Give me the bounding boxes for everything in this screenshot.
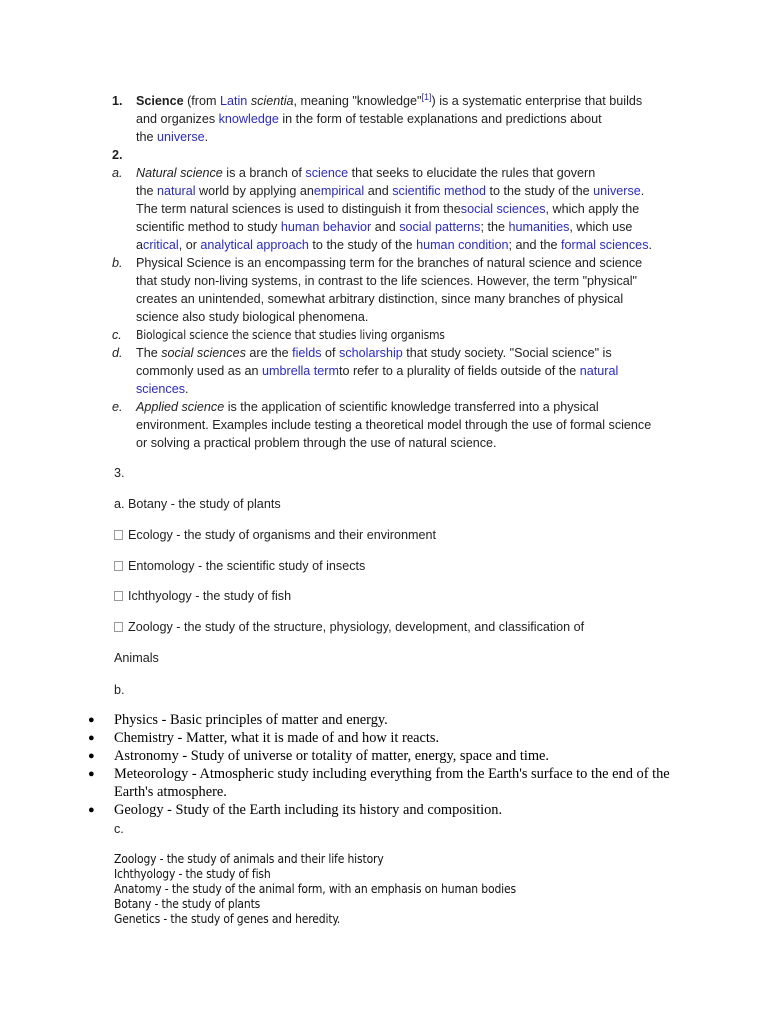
text-run: Biological science the science that studies living organisms — [136, 328, 445, 342]
hyperlink[interactable]: science — [305, 166, 349, 180]
hyperlink[interactable]: Latin — [220, 94, 248, 108]
life-sciences-list — [114, 852, 516, 927]
section-2-item — [112, 326, 692, 344]
text-run: (from — [183, 94, 220, 108]
boxed-item-ichthyology: Ichthyology - the study of fish — [114, 587, 291, 605]
item-2 — [112, 146, 692, 164]
list-item: Anatomy - the study of the animal form, with an emphasis on human bodies — [114, 882, 516, 896]
hyperlink[interactable]: formal sciences — [561, 238, 649, 252]
item-1-text — [136, 92, 642, 146]
item-text — [136, 326, 445, 344]
hyperlink[interactable]: natural — [157, 184, 196, 198]
text-run: creates an unintended, somewhat arbitrary distinction, since many branches of physical — [136, 292, 624, 306]
list-item: ● Astronomy - Study of universe or totality of matter, energy, space and time. — [88, 748, 550, 764]
list-item: ● Chemistry - Matter, what it is made of and how it reacts. — [88, 730, 440, 746]
text-run: scientific method to study — [136, 220, 281, 234]
text-run: and — [371, 220, 400, 234]
text-run: social sciences — [161, 346, 246, 360]
hyperlink[interactable]: social sciences — [460, 202, 546, 216]
section-2-item — [112, 254, 692, 326]
item-letter: e. — [112, 400, 123, 414]
section-2-item — [112, 398, 692, 452]
text-run: a — [136, 238, 144, 252]
text-run: and — [364, 184, 393, 198]
text-run: Applied science — [136, 400, 225, 414]
text-run: and organizes — [136, 112, 219, 126]
hyperlink[interactable]: sciences — [136, 382, 185, 396]
boxed-item-entomology: Entomology - the scientific study of insects — [114, 557, 365, 575]
text-run: . — [640, 184, 645, 198]
list-item: ● Physics - Basic principles of matter and energy. — [88, 712, 388, 728]
text-run: science also study biological phenomena. — [136, 310, 369, 324]
hyperlink[interactable]: [1] — [421, 92, 432, 102]
item-letter: b. — [112, 256, 123, 270]
text-run: is the application of scientific knowledge transferred into a physical — [224, 400, 599, 414]
text-run: ; the — [480, 220, 509, 234]
bullet-icon: ● — [88, 804, 95, 816]
item-text — [136, 164, 652, 254]
hyperlink[interactable]: umbrella term — [262, 364, 339, 378]
text-run: to the study of the — [308, 238, 417, 252]
hyperlink[interactable]: scholarship — [339, 346, 403, 360]
list-item: ● Geology - Study of the Earth including its history and composition. — [88, 802, 503, 818]
item-text — [136, 344, 618, 398]
item-1-number: 1. — [112, 94, 123, 108]
boxed-item-zoology: Zoology - the study of the structure, physiology, development, and classification of — [114, 618, 584, 636]
text-run: Natural science — [136, 166, 223, 180]
text-run: is a branch of — [222, 166, 306, 180]
text-run: Physical Science is an encompassing term for the branches of natural science and science — [136, 256, 643, 270]
list-item: ● Meteorology - Atmospheric study including everything from the Earth's surface to the end of the Earth's atmosphere. — [88, 766, 670, 800]
hyperlink[interactable]: human behavior — [280, 220, 372, 234]
section-3-heading: 3. — [114, 466, 125, 480]
text-run: in the form of testable explanations and predictions about — [278, 112, 602, 126]
text-run: commonly used as an — [136, 364, 262, 378]
text-run: are the — [245, 346, 293, 360]
part-c-label: c. — [114, 822, 124, 836]
checkbox-placeholder-icon — [114, 622, 123, 632]
item-1 — [112, 92, 692, 146]
bullet-icon: ● — [88, 732, 95, 744]
text-run: that seeks to elucidate the rules that govern — [348, 166, 596, 180]
text-run: or solving a practical problem through the use of natural science. — [136, 436, 497, 450]
hyperlink[interactable]: empirical — [313, 184, 365, 198]
item-2-number: 2. — [112, 148, 123, 162]
list-item: Ichthyology - the study of fish — [114, 867, 271, 881]
text-run: ; and the — [508, 238, 561, 252]
item-letter: a. — [112, 166, 123, 180]
section-2-list — [112, 164, 692, 452]
list-item: Zoology - the study of animals and their life history — [114, 852, 384, 866]
hyperlink[interactable]: social patterns — [399, 220, 481, 234]
hyperlink[interactable]: human condition — [416, 238, 509, 252]
checkbox-placeholder-icon — [114, 530, 123, 540]
bullet-icon: ● — [88, 750, 95, 762]
botany-line: a. Botany - the study of plants — [114, 497, 281, 511]
text-run: . — [204, 130, 209, 144]
text-run: scientia — [250, 94, 294, 108]
hyperlink[interactable]: scientific method — [392, 184, 487, 198]
hyperlink[interactable]: natural — [579, 364, 619, 378]
text-run: . — [648, 238, 652, 252]
hyperlink[interactable]: fields — [292, 346, 322, 360]
list-item: Botany - the study of plants — [114, 897, 261, 911]
text-run: , which use — [569, 220, 633, 234]
hyperlink[interactable]: critical — [143, 238, 179, 252]
text-run: to the study of the — [486, 184, 594, 198]
bullet-icon: ● — [88, 768, 95, 780]
text-run: ) is a systematic enterprise that builds — [431, 94, 643, 108]
section-2-item — [112, 164, 692, 254]
part-b-label: b. — [114, 683, 125, 697]
text-run: , meaning "knowledge" — [293, 94, 422, 108]
text-run: that study non-living systems, in contrast to the life sciences. However, the term "physical" — [136, 274, 638, 288]
text-run: world by applying an — [195, 184, 314, 198]
text-run: the — [136, 130, 158, 144]
text-run: The — [136, 346, 162, 360]
hyperlink[interactable]: knowledge — [218, 112, 279, 126]
text-run: The term natural sciences is used to distinguish it from the — [136, 202, 461, 216]
item-letter: d. — [112, 346, 123, 360]
bullet-icon: ● — [88, 714, 95, 726]
text-run: Science — [136, 94, 184, 108]
checkbox-placeholder-icon — [114, 591, 123, 601]
physical-sciences-list — [88, 711, 688, 819]
text-run: to refer to a plurality of fields outside of the — [338, 364, 580, 378]
list-item: Genetics - the study of genes and heredity. — [114, 912, 341, 926]
boxed-item-ecology: Ecology - the study of organisms and their environment — [114, 526, 436, 544]
text-run: that study society. "Social science" is — [402, 346, 612, 360]
text-run: the — [136, 184, 158, 198]
checkbox-placeholder-icon — [114, 561, 123, 571]
hyperlink[interactable]: universe — [593, 184, 641, 198]
hyperlink[interactable]: humanities — [508, 220, 570, 234]
text-run: , or — [178, 238, 201, 252]
hyperlink[interactable]: universe — [157, 130, 205, 144]
section-2-item — [112, 344, 692, 398]
item-letter: c. — [112, 328, 122, 342]
text-run: of — [321, 346, 340, 360]
text-run: , which apply the — [545, 202, 640, 216]
text-run: environment. Examples include testing a theoretical model through the use of formal science — [136, 418, 652, 432]
hyperlink[interactable]: analytical approach — [200, 238, 309, 252]
text-run: . — [185, 382, 189, 396]
item-text — [136, 398, 651, 452]
animals-line: Animals — [114, 651, 159, 665]
item-text — [136, 254, 642, 326]
